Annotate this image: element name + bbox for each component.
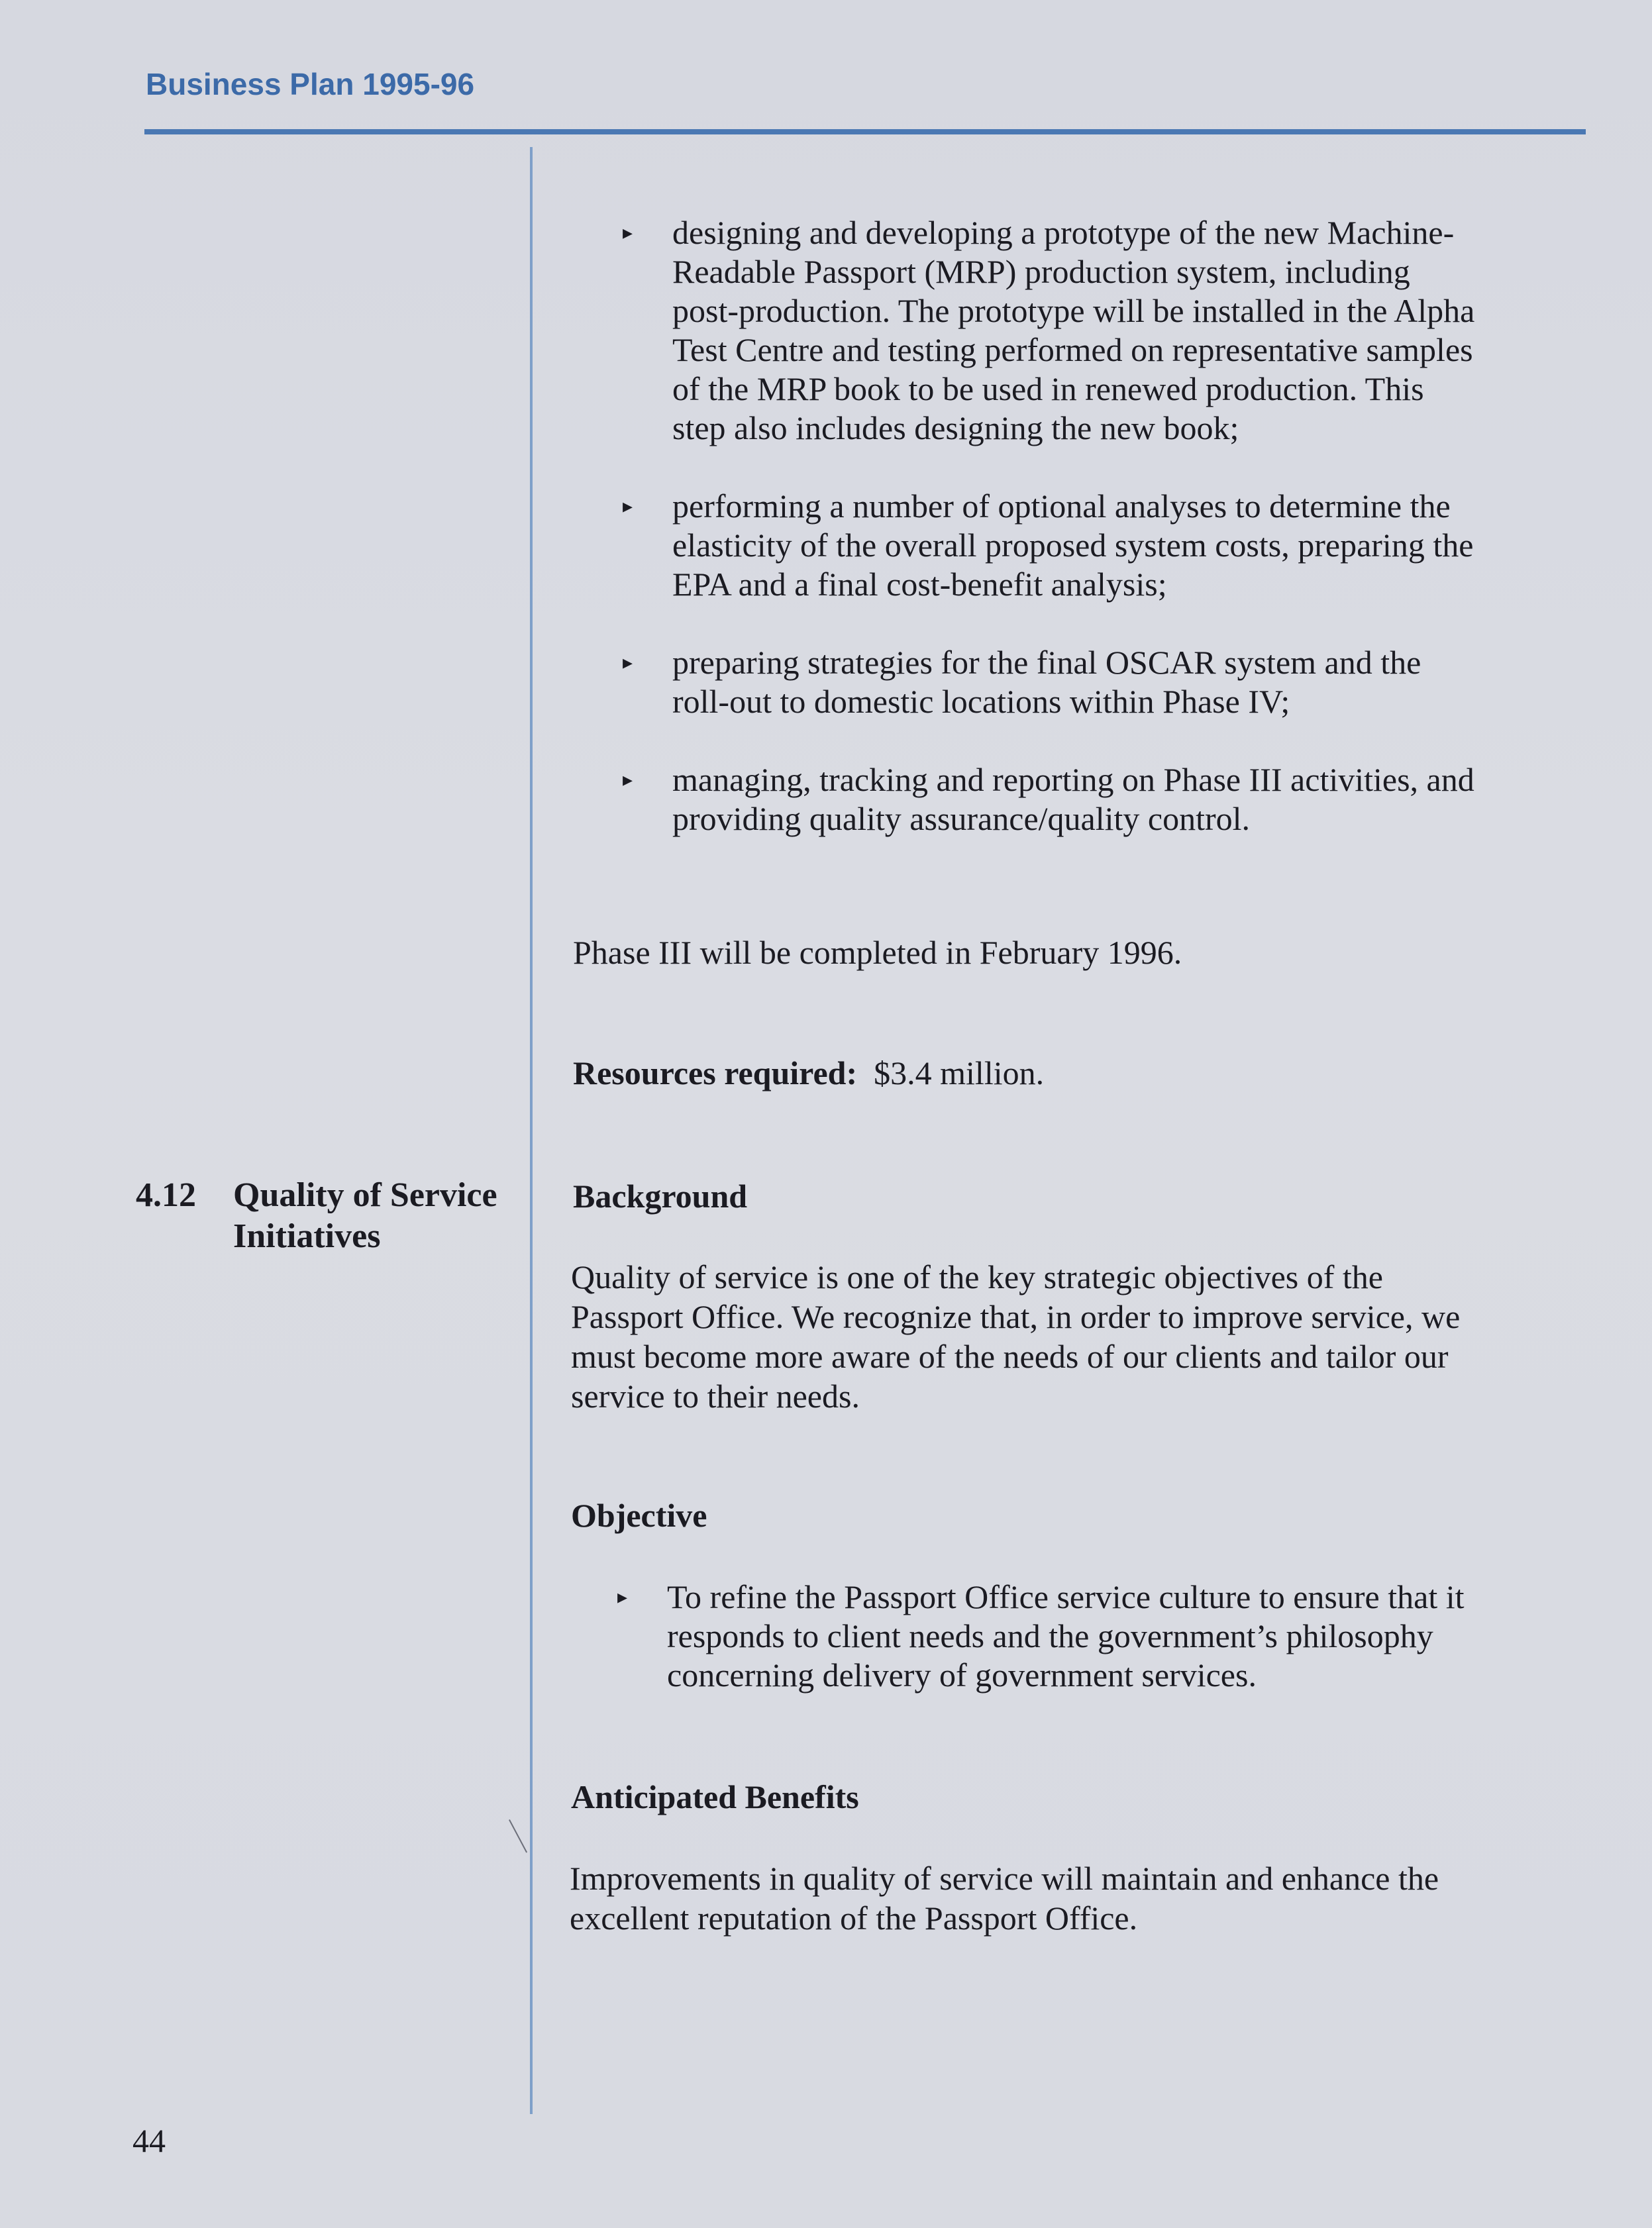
resources-value: $3.4 million. <box>874 1054 1045 1091</box>
list-item-text: performing a number of optional analyses to determine the elasticity of the overall proposed system costs, preparing the EPA and a final cost-benefit analysis; <box>672 487 1474 603</box>
scan-artifact-mark <box>509 1819 527 1852</box>
bullet-marker-icon: ▸ <box>623 495 633 517</box>
list-item-text: preparing strategies for the final OSCAR system and the roll-out to domestic locations within Phase IV; <box>672 644 1421 720</box>
list-item-text: designing and developing a prototype of the new Machine-Readable Passport (MRP) production system, including post-production. The prototype will be installed in the Alpha Test Centre and testing performed on representative samples of the MRP book to be used in renewed production. This step also includes designing the new book; <box>672 214 1475 446</box>
bullet-marker-icon: ▸ <box>617 1586 628 1608</box>
list-item <box>623 643 1484 721</box>
section-number: 4.12 <box>136 1176 196 1214</box>
bullet-marker-icon: ▸ <box>623 222 633 244</box>
resources-label: Resources required: <box>573 1054 858 1091</box>
objective-list <box>617 1578 1498 1695</box>
header-rule <box>144 129 1586 134</box>
list-item <box>623 487 1484 604</box>
column-divider <box>530 147 533 2114</box>
running-header-title: Business Plan 1995-96 <box>146 67 475 101</box>
resources-required <box>573 1053 1044 1093</box>
anticipated-benefits-heading: Anticipated Benefits <box>571 1778 859 1815</box>
bullet-marker-icon: ▸ <box>623 652 633 674</box>
list-item <box>623 213 1484 448</box>
section-title: Quality of Service Initiatives <box>233 1176 497 1255</box>
list-item <box>617 1578 1498 1695</box>
list-item-text: To refine the Passport Office service culture to ensure that it responds to client needs and the government’s philosophy concerning delivery of government services. <box>667 1578 1465 1694</box>
page-number: 44 <box>132 2122 166 2159</box>
anticipated-benefits-paragraph: Improvements in quality of service will maintain and enhance the excellent reputation of the Passport Office. <box>570 1860 1439 1937</box>
background-heading: Background <box>573 1178 748 1215</box>
background-paragraph: Quality of service is one of the key strategic objectives of the Passport Office. We recognize that, in order to improve service, we must become more aware of the needs of our clients and tailor our service to their needs. <box>571 1258 1461 1415</box>
bullet-marker-icon: ▸ <box>623 769 633 791</box>
objective-heading: Objective <box>571 1497 707 1534</box>
phase-iii-completion-text: Phase III will be completed in February 1996. <box>573 934 1182 971</box>
list-item <box>623 760 1484 838</box>
list-item-text: managing, tracking and reporting on Phase III activities, and providing quality assurance/quality control. <box>672 761 1474 837</box>
phase-iii-activity-list <box>623 213 1484 838</box>
